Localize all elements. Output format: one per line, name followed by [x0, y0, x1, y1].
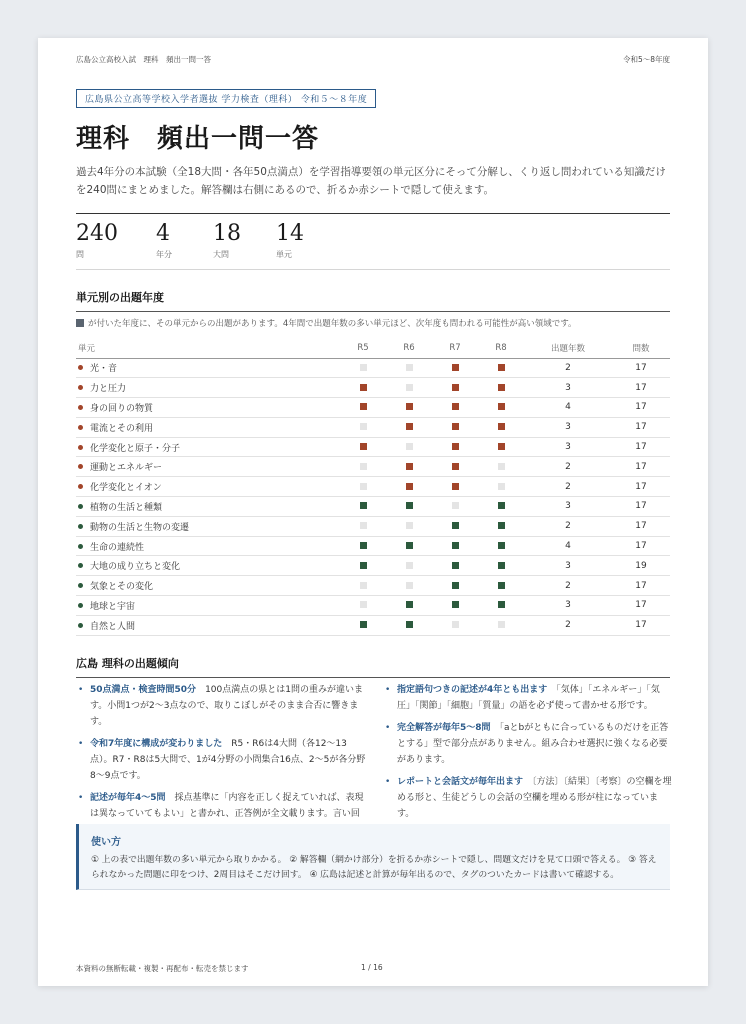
- asked-marker: [360, 562, 367, 569]
- field-dot-icon: [78, 504, 83, 509]
- stat-number: 240: [76, 221, 118, 246]
- not-asked-marker: [406, 522, 413, 529]
- col-header-r6: R6: [386, 338, 432, 358]
- trend-column-right: [383, 682, 673, 828]
- year-count: 2: [524, 516, 612, 536]
- asked-marker: [406, 403, 413, 410]
- year-cell-r5: [340, 497, 386, 517]
- unit-label: 動物の生活と生物の変遷: [90, 522, 190, 533]
- year-count: 3: [524, 417, 612, 437]
- trend-item: [383, 720, 673, 768]
- unit-cell: [76, 536, 340, 556]
- col-header-r7: R7: [432, 338, 478, 358]
- year-cell-r7: [432, 437, 478, 457]
- table-row: [76, 437, 670, 457]
- year-cell-r6: [386, 536, 432, 556]
- year-cell-r7: [432, 615, 478, 635]
- year-cell-r8: [478, 378, 524, 398]
- asked-marker: [498, 443, 505, 450]
- table-row: [76, 556, 670, 576]
- year-cell-r8: [478, 417, 524, 437]
- stat-label: 単元: [276, 250, 292, 259]
- document-page: [38, 38, 708, 986]
- lead-paragraph: 過去4年分の本試験（全18大問・各年50点満点）を学習指導要領の単元区分にそって分解し、くり返し問われている知識だけを240問にまとめました。解答欄は右側にあるので、折るか赤シートで隠して使えます。: [76, 166, 666, 196]
- page-number: 1 / 16: [361, 963, 383, 972]
- asked-marker: [498, 562, 505, 569]
- year-cell-r8: [478, 516, 524, 536]
- howto-title: 使い方: [91, 837, 121, 848]
- asked-marker: [498, 364, 505, 371]
- legend-note: [76, 317, 577, 329]
- unit-cell: [76, 398, 340, 418]
- question-count: 17: [612, 596, 670, 616]
- question-count: 17: [612, 457, 670, 477]
- not-asked-marker: [406, 364, 413, 371]
- unit-cell: [76, 576, 340, 596]
- year-cell-r7: [432, 596, 478, 616]
- trend-body: 採点基準に「内容を正しく捉えていれば、表現は異なっていてもよい」と書かれ、正答例が全文載ります。言い回: [90, 793, 364, 819]
- year-cell-r6: [386, 596, 432, 616]
- unit-cell: [76, 497, 340, 517]
- year-cell-r8: [478, 398, 524, 418]
- table-row: [76, 615, 670, 635]
- field-dot-icon: [78, 464, 83, 469]
- page-title: 理科 頻出一問一答: [76, 124, 320, 154]
- not-asked-marker: [360, 423, 367, 430]
- table-row: [76, 398, 670, 418]
- not-asked-marker: [498, 463, 505, 470]
- field-dot-icon: [78, 544, 83, 549]
- asked-marker: [406, 621, 413, 628]
- col-header-r5: R5: [340, 338, 386, 358]
- trend-body: 「気体」「エネルギー」「気圧」「関節」「細胞」「質量」の語を必ず使って書かせる形です。: [397, 685, 660, 711]
- field-dot-icon: [78, 365, 83, 370]
- year-cell-r7: [432, 358, 478, 378]
- year-cell-r7: [432, 536, 478, 556]
- unit-cell: [76, 457, 340, 477]
- asked-marker: [452, 483, 459, 490]
- unit-cell: [76, 596, 340, 616]
- unit-label: 地球と宇宙: [90, 601, 136, 612]
- year-cell-r5: [340, 596, 386, 616]
- table-row: [76, 576, 670, 596]
- field-dot-icon: [78, 524, 83, 529]
- not-asked-marker: [406, 384, 413, 391]
- unit-label: 大地の成り立ちと変化: [90, 562, 181, 573]
- year-count: 2: [524, 615, 612, 635]
- year-count: 4: [524, 398, 612, 418]
- trend-column-left: [76, 682, 366, 844]
- asked-marker: [452, 403, 459, 410]
- field-dot-icon: [78, 445, 83, 450]
- asked-marker: [498, 423, 505, 430]
- stat-years: [156, 220, 172, 260]
- year-count: 2: [524, 457, 612, 477]
- unit-cell: [76, 556, 340, 576]
- legend-note-text: が付いた年度に、その単元からの出題があります。4年間で出題年数の多い単元ほど、次年度も問われる可能性が高い領域です。: [88, 319, 577, 329]
- asked-marker: [452, 542, 459, 549]
- stat-label: 問: [76, 250, 84, 259]
- unit-label: 電流とその利用: [90, 423, 154, 434]
- year-count: 4: [524, 536, 612, 556]
- table-row: [76, 457, 670, 477]
- unit-cell: [76, 417, 340, 437]
- question-count: 17: [612, 358, 670, 378]
- unit-label: 化学変化と原子・分子: [90, 443, 181, 454]
- asked-marker: [498, 522, 505, 529]
- unit-year-table: [76, 338, 670, 636]
- year-cell-r6: [386, 556, 432, 576]
- header-left: 広島公立高校入試 理科 頻出一問一答: [76, 55, 211, 64]
- asked-marker: [406, 483, 413, 490]
- year-cell-r5: [340, 358, 386, 378]
- section-title-trends: 広島 理科の出題傾向: [76, 655, 670, 678]
- year-cell-r8: [478, 576, 524, 596]
- header-right: 令和5〜8年度: [622, 55, 670, 64]
- trend-head: 50点満点・検査時間50分: [90, 685, 197, 695]
- asked-marker: [452, 423, 459, 430]
- unit-cell: [76, 378, 340, 398]
- year-cell-r8: [478, 556, 524, 576]
- stat-label: 大問: [213, 250, 229, 259]
- year-cell-r8: [478, 536, 524, 556]
- unit-label: 生命の連続性: [90, 542, 145, 553]
- year-cell-r7: [432, 398, 478, 418]
- not-asked-marker: [406, 562, 413, 569]
- year-cell-r7: [432, 556, 478, 576]
- year-cell-r7: [432, 576, 478, 596]
- asked-marker: [498, 542, 505, 549]
- asked-marker: [360, 443, 367, 450]
- unit-label: 光・音: [90, 364, 118, 375]
- asked-marker: [452, 364, 459, 371]
- asked-marker: [498, 384, 505, 391]
- year-cell-r6: [386, 457, 432, 477]
- asked-marker: [452, 601, 459, 608]
- year-cell-r8: [478, 358, 524, 378]
- question-count: 17: [612, 477, 670, 497]
- question-count: 17: [612, 378, 670, 398]
- stat-number: 14: [276, 221, 304, 246]
- question-count: 17: [612, 576, 670, 596]
- not-asked-marker: [452, 621, 459, 628]
- asked-marker: [406, 502, 413, 509]
- asked-marker: [452, 582, 459, 589]
- table-row: [76, 477, 670, 497]
- field-dot-icon: [78, 484, 83, 489]
- year-cell-r6: [386, 417, 432, 437]
- question-count: 17: [612, 536, 670, 556]
- trend-item: [76, 682, 366, 730]
- field-dot-icon: [78, 425, 83, 430]
- year-cell-r8: [478, 497, 524, 517]
- question-count: 17: [612, 615, 670, 635]
- asked-marker: [498, 502, 505, 509]
- trend-body: 〔方法〕〔結果〕〔考察〕の空欄を埋める形と、生徒どうしの会話の空欄を埋める形が柱になっています。: [397, 777, 672, 819]
- unit-label: 化学変化とイオン: [90, 483, 162, 494]
- year-cell-r7: [432, 417, 478, 437]
- asked-marker: [452, 443, 459, 450]
- asked-marker: [406, 423, 413, 430]
- stats-bar: [76, 213, 670, 270]
- not-asked-marker: [360, 522, 367, 529]
- year-cell-r8: [478, 437, 524, 457]
- year-cell-r5: [340, 417, 386, 437]
- year-count: 2: [524, 358, 612, 378]
- howto-body: ① 上の表で出題年数の多い単元から取りかかる。 ② 解答欄（網かけ部分）を折るか赤シートで隠し、問題文だけを見て口頭で答える。 ③ 答えられなかった問題に印をつけ、2周目はそこだけ回す。 ④ 広島は記述と計算が毎年出るので、タグのついたカードは書いて確認する。: [91, 855, 657, 880]
- asked-marker: [360, 384, 367, 391]
- table-row: [76, 536, 670, 556]
- trend-head: 指定語句つきの記述が4年とも出ます: [397, 685, 548, 695]
- not-asked-marker: [498, 621, 505, 628]
- year-cell-r8: [478, 457, 524, 477]
- unit-label: 運動とエネルギー: [90, 463, 163, 474]
- year-cell-r7: [432, 477, 478, 497]
- trend-head: 完全解答が毎年5〜8問: [397, 723, 491, 733]
- field-dot-icon: [78, 563, 83, 568]
- unit-label: 自然と人間: [90, 621, 136, 632]
- table-row: [76, 516, 670, 536]
- trend-body: 100点満点の県とは1問の重みが違います。小問1つが2〜3点なので、取りこぼしがそのまま合否に響きます。: [90, 685, 363, 727]
- asked-marker: [452, 562, 459, 569]
- asked-marker: [406, 463, 413, 470]
- col-header-r8: R8: [478, 338, 524, 358]
- col-header-count: 出題年数: [524, 338, 612, 358]
- year-count: 2: [524, 477, 612, 497]
- year-cell-r6: [386, 477, 432, 497]
- question-count: 17: [612, 417, 670, 437]
- unit-label: 力と圧力: [90, 384, 127, 395]
- year-cell-r6: [386, 576, 432, 596]
- year-cell-r5: [340, 536, 386, 556]
- trend-item: [76, 736, 366, 784]
- trend-head: レポートと会話文が毎年出ます: [397, 777, 524, 787]
- year-cell-r6: [386, 437, 432, 457]
- asked-marker: [452, 463, 459, 470]
- field-dot-icon: [78, 583, 83, 588]
- legend-square-icon: [76, 319, 84, 327]
- not-asked-marker: [406, 582, 413, 589]
- year-count: 3: [524, 556, 612, 576]
- exam-tag: 広島県公立高等学校入学者選抜 学力検査（理科） 令和５～８年度: [76, 89, 376, 108]
- unit-cell: [76, 516, 340, 536]
- year-count: 3: [524, 437, 612, 457]
- asked-marker: [360, 621, 367, 628]
- year-cell-r6: [386, 497, 432, 517]
- year-cell-r5: [340, 457, 386, 477]
- year-cell-r5: [340, 556, 386, 576]
- asked-marker: [360, 403, 367, 410]
- table-header-row: [76, 338, 670, 358]
- year-count: 3: [524, 596, 612, 616]
- not-asked-marker: [360, 463, 367, 470]
- year-cell-r7: [432, 497, 478, 517]
- trend-body: R5・R6は4大問（各12〜13点）。R7・R8は5大問で、1が4分野の小問集合16点、2〜5が各分野8〜9点です。: [90, 739, 366, 781]
- unit-cell: [76, 437, 340, 457]
- year-cell-r7: [432, 516, 478, 536]
- unit-label: 植物の生活と種類: [90, 502, 163, 513]
- year-cell-r6: [386, 378, 432, 398]
- year-cell-r6: [386, 516, 432, 536]
- table-row: [76, 378, 670, 398]
- asked-marker: [360, 502, 367, 509]
- field-dot-icon: [78, 405, 83, 410]
- not-asked-marker: [406, 443, 413, 450]
- question-count: 17: [612, 516, 670, 536]
- table-row: [76, 358, 670, 378]
- asked-marker: [498, 403, 505, 410]
- field-dot-icon: [78, 623, 83, 628]
- unit-label: 気象とその変化: [90, 582, 154, 593]
- stat-questions: [76, 220, 118, 260]
- asked-marker: [406, 542, 413, 549]
- asked-marker: [498, 601, 505, 608]
- year-count: 3: [524, 378, 612, 398]
- year-cell-r6: [386, 398, 432, 418]
- year-cell-r6: [386, 358, 432, 378]
- year-count: 3: [524, 497, 612, 517]
- stat-label: 年分: [156, 250, 172, 259]
- running-header: [76, 54, 670, 65]
- stat-major-questions: [213, 220, 241, 260]
- not-asked-marker: [498, 483, 505, 490]
- year-cell-r8: [478, 477, 524, 497]
- year-cell-r5: [340, 398, 386, 418]
- question-count: 17: [612, 398, 670, 418]
- unit-label: 身の回りの物質: [90, 403, 154, 414]
- asked-marker: [498, 582, 505, 589]
- howto-box: [76, 824, 670, 890]
- field-dot-icon: [78, 385, 83, 390]
- year-cell-r7: [432, 378, 478, 398]
- year-count: 2: [524, 576, 612, 596]
- table-row: [76, 417, 670, 437]
- not-asked-marker: [452, 502, 459, 509]
- col-header-unit: 単元: [76, 338, 340, 358]
- unit-cell: [76, 615, 340, 635]
- asked-marker: [452, 522, 459, 529]
- year-cell-r5: [340, 477, 386, 497]
- stat-number: 4: [156, 221, 170, 246]
- year-cell-r6: [386, 615, 432, 635]
- question-count: 17: [612, 437, 670, 457]
- field-dot-icon: [78, 603, 83, 608]
- trend-head: 令和7年度に構成が変わりました: [90, 739, 223, 749]
- trend-item: [383, 682, 673, 714]
- page-footer: [76, 963, 670, 974]
- unit-cell: [76, 477, 340, 497]
- not-asked-marker: [360, 364, 367, 371]
- year-cell-r8: [478, 615, 524, 635]
- asked-marker: [452, 384, 459, 391]
- section-title-units: 単元別の出題年度: [76, 289, 670, 312]
- year-cell-r5: [340, 378, 386, 398]
- question-count: 19: [612, 556, 670, 576]
- year-cell-r5: [340, 437, 386, 457]
- trend-body: 「aとbがともに合っているものだけを正答とする」型で部分点がありません。組み合わせ選択に強くなる必要があります。: [397, 723, 669, 765]
- table-row: [76, 497, 670, 517]
- year-cell-r8: [478, 596, 524, 616]
- question-count: 17: [612, 497, 670, 517]
- not-asked-marker: [360, 483, 367, 490]
- year-cell-r5: [340, 615, 386, 635]
- asked-marker: [360, 542, 367, 549]
- copyright-notice: 本資料の無断転載・複製・再配布・転売を禁じます: [76, 964, 249, 973]
- not-asked-marker: [360, 582, 367, 589]
- stat-number: 18: [213, 221, 241, 246]
- stat-units: [276, 220, 304, 260]
- year-cell-r7: [432, 457, 478, 477]
- unit-cell: [76, 358, 340, 378]
- table-row: [76, 596, 670, 616]
- year-cell-r5: [340, 576, 386, 596]
- trend-head: 記述が毎年4〜5問: [90, 793, 166, 803]
- col-header-questions: 問数: [612, 338, 670, 358]
- year-cell-r5: [340, 516, 386, 536]
- not-asked-marker: [360, 601, 367, 608]
- asked-marker: [406, 601, 413, 608]
- trend-item: [383, 774, 673, 822]
